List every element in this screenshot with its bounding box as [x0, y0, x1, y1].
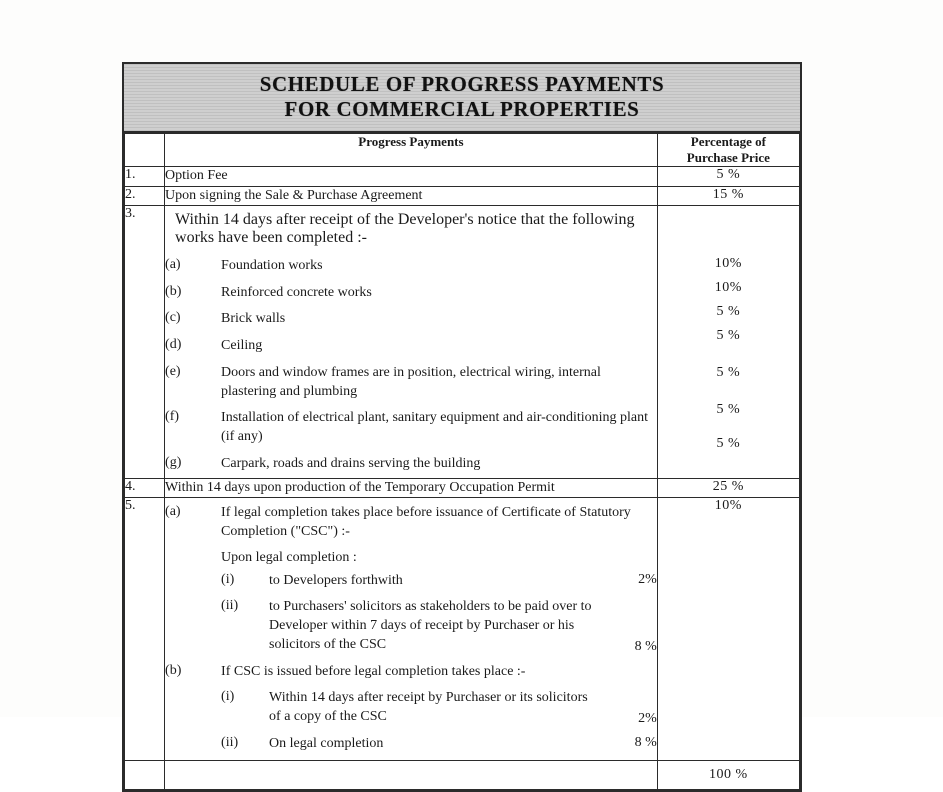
sub-item [165, 659, 657, 686]
header-number-cell [125, 133, 165, 167]
row-percentage: 15 % [657, 186, 799, 205]
row-number: 3. [125, 205, 165, 478]
row-description: Within 14 days after receipt of the Developer's notice that the following works have been completed :- [175, 210, 635, 246]
nested-item-label: (i) [221, 689, 235, 705]
sub-item-label: (a) [165, 504, 181, 520]
row-number: 1. [125, 167, 165, 186]
table-row [125, 478, 800, 497]
sub-item-text: If CSC is issued before legal completion takes place :- [221, 663, 526, 679]
sub-item-percentage: 5 % [716, 303, 741, 319]
header-description-cell: Progress Payments [165, 133, 658, 167]
sub-item-percentage: 10% [714, 255, 742, 271]
row-percentage-group [657, 205, 799, 478]
row-percentage: 25 % [657, 478, 799, 497]
sub-item-text: Ceiling [221, 338, 263, 354]
sub-item [165, 306, 657, 333]
row-percentage: 5 % [657, 167, 799, 186]
sub-item-text: Carpark, roads and drains serving the building [221, 455, 481, 471]
sub-item [165, 280, 657, 307]
nested-item-percentage: 8 % [634, 638, 657, 654]
nested-item [221, 594, 657, 658]
header-percentage-line2: Purchase Price [686, 149, 770, 165]
row-description-group [165, 205, 658, 478]
nested-item-label: (i) [221, 571, 235, 587]
row-description-group [165, 498, 658, 761]
sub-item-percentage: 5 % [716, 401, 741, 417]
sub-item [165, 498, 657, 546]
table-header-row [125, 133, 800, 167]
sub-item-text: Doors and window frames are in position, electrical wiring, internal plastering and plumbing [221, 364, 601, 399]
sub-item-label: (d) [165, 337, 182, 353]
sub-item-label: (g) [165, 454, 182, 470]
nested-item-text: Within 14 days after receipt by Purchaser or its solicitors of a copy of the CSC [269, 690, 588, 725]
total-percentage: 100 % [657, 760, 799, 789]
nested-item-text: to Developers forthwith [269, 572, 403, 588]
sub-item-label: (b) [165, 662, 182, 678]
nested-item [221, 568, 657, 595]
title-line-1: SCHEDULE OF PROGRESS PAYMENTS [259, 72, 665, 96]
sub-item-percentage: 5 % [716, 435, 741, 451]
nested-item-text: to Purchasers' solicitors as stakeholders to be paid over to Developer within 7 days of receipt by Purchaser or his solicitors of the CSC [269, 599, 592, 652]
total-description-cell [165, 760, 658, 789]
sub-item-percentage: 5 % [716, 364, 741, 380]
nested-item [221, 731, 657, 760]
sub-item [165, 253, 657, 280]
nested-item-percentage: 2% [638, 710, 657, 726]
total-number-cell [125, 760, 165, 789]
sub-item-label: (b) [165, 283, 182, 299]
sub-item-text: Installation of electrical plant, sanitary equipment and air-conditioning plant (if any) [221, 410, 649, 445]
sub-item [165, 360, 657, 406]
nested-list [165, 568, 657, 659]
sub-item-text: Foundation works [221, 257, 323, 273]
nested-list [165, 685, 657, 759]
table-row [125, 498, 800, 761]
nested-item-percentage: 8 % [634, 734, 657, 750]
row-description: Option Fee [165, 167, 658, 186]
schedule-document [122, 62, 802, 792]
document-title-banner [124, 64, 800, 133]
sub-item [165, 451, 657, 478]
row-number: 5. [125, 498, 165, 761]
row-percentage: 10% [657, 498, 799, 761]
nested-item-text: On legal completion [269, 735, 384, 751]
sub-item-text: Brick walls [221, 311, 286, 327]
sub-item-label: (c) [165, 310, 181, 326]
nested-item [221, 685, 657, 731]
sub-item-label: (e) [165, 363, 181, 379]
sub-item-text: If legal completion takes place before issuance of Certificate of Statutory Completion ("CSC") :- [221, 505, 631, 539]
sub-item-percentage: 5 % [716, 327, 741, 343]
nested-item-percentage: 2% [638, 571, 657, 587]
nested-item-label: (ii) [221, 598, 239, 614]
sub-item-text: Reinforced concrete works [221, 284, 372, 300]
sub-item-lead-text: Upon legal completion : [221, 549, 357, 565]
row-number: 4. [125, 478, 165, 497]
sub-item [165, 405, 657, 451]
row-number: 2. [125, 186, 165, 205]
nested-item-label: (ii) [221, 734, 239, 750]
table-row [125, 186, 800, 205]
header-percentage-cell [657, 133, 799, 167]
table-row [125, 167, 800, 186]
row-description: Upon signing the Sale & Purchase Agreement [165, 186, 658, 205]
row-description: Within 14 days upon production of the Temporary Occupation Permit [165, 478, 658, 497]
table-row [125, 205, 800, 478]
sub-item-percentage: 10% [714, 279, 742, 295]
sub-item [165, 333, 657, 360]
table-total-row [125, 760, 800, 789]
title-line-2: FOR COMMERCIAL PROPERTIES [284, 96, 640, 121]
schedule-table [124, 133, 800, 790]
sub-item-label: (f) [165, 409, 180, 425]
sub-item-label: (a) [165, 256, 181, 272]
header-percentage-line1: Percentage of [690, 133, 766, 149]
